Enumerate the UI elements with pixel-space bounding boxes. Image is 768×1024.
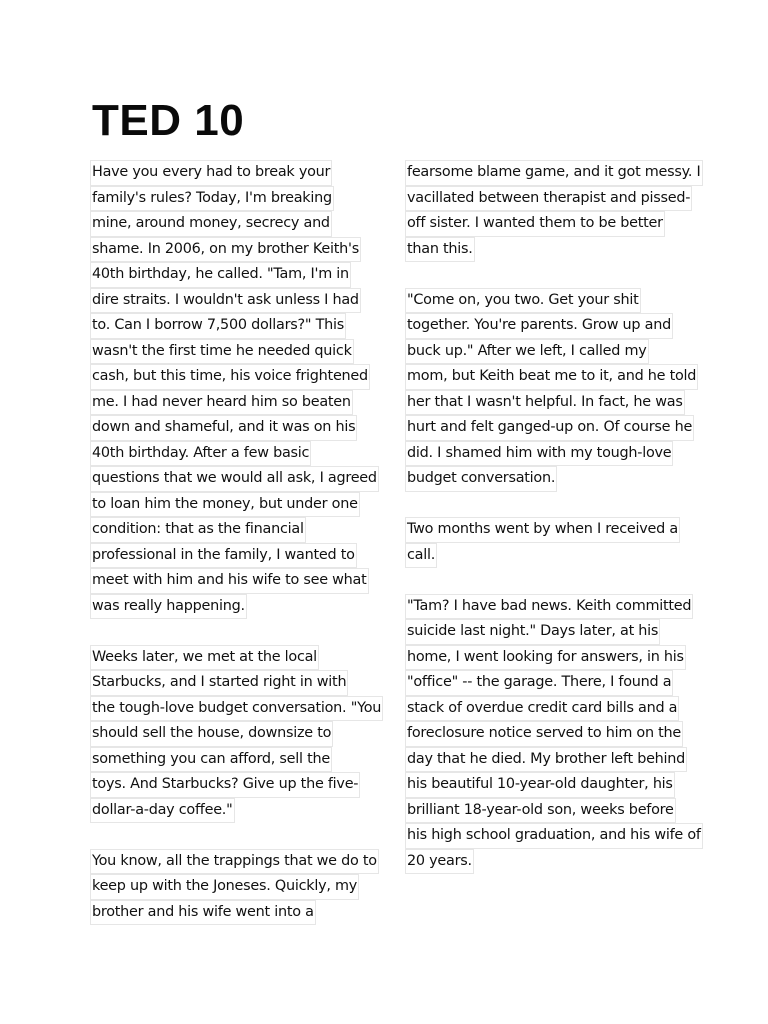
text-line	[405, 466, 680, 492]
text-line	[90, 772, 360, 798]
text-line-content: fearsome blame game, and it got messy. I	[405, 160, 703, 186]
text-line-content: vacillated between therapist and pissed-	[405, 186, 692, 212]
text-line	[90, 492, 360, 518]
text-line-content: stack of overdue credit card bills and a	[405, 696, 679, 722]
text-line-content: Starbucks, and I started right in with	[90, 670, 348, 696]
text-line-content: did. I shamed him with my tough-love	[405, 441, 673, 467]
text-line	[90, 160, 360, 186]
text-line	[405, 441, 680, 467]
text-line	[405, 594, 692, 620]
text-line	[90, 798, 360, 824]
text-line-content: foreclosure notice served to him on the	[405, 721, 683, 747]
text-line-content: mom, but Keith beat me to it, and he told	[405, 364, 698, 390]
page-title: TED 10	[92, 96, 245, 145]
text-line-content: questions that we would all ask, I agreed	[90, 466, 379, 492]
text-line-content: call.	[405, 543, 437, 569]
paragraph-gap	[90, 619, 360, 645]
text-line-content: family's rules? Today, I'm breaking	[90, 186, 334, 212]
text-line-content: 40th birthday, he called. "Tam, I'm in	[90, 262, 351, 288]
text-line	[90, 211, 360, 237]
text-line-content: meet with him and his wife to see what	[90, 568, 369, 594]
text-line-content: toys. And Starbucks? Give up the five-	[90, 772, 360, 798]
text-line	[90, 849, 377, 875]
text-line-content: his beautiful 10-year-old daughter, his	[405, 772, 675, 798]
text-line-content: should sell the house, downsize to	[90, 721, 333, 747]
text-line	[405, 364, 697, 390]
text-line	[90, 441, 360, 467]
text-line	[90, 466, 377, 492]
text-line	[405, 670, 680, 696]
text-line-content: professional in the family, I wanted to	[90, 543, 357, 569]
text-line	[90, 186, 360, 212]
paragraph-gap	[405, 262, 680, 288]
text-line-content: hurt and felt ganged-up on. Of course he	[405, 415, 694, 441]
text-line	[405, 619, 680, 645]
text-line	[405, 696, 680, 722]
text-line-content: home, I went looking for answers, in his	[405, 645, 686, 671]
text-line	[90, 237, 360, 263]
text-line	[405, 237, 680, 263]
text-line	[405, 823, 701, 849]
text-line-content: condition: that as the financial	[90, 517, 306, 543]
text-line	[90, 415, 360, 441]
text-line-content: "office" -- the garage. There, I found a	[405, 670, 673, 696]
text-line	[90, 288, 360, 314]
text-line	[405, 517, 680, 543]
text-line	[90, 645, 360, 671]
text-line	[90, 339, 360, 365]
text-line	[405, 721, 680, 747]
text-line-content: 40th birthday. After a few basic	[90, 441, 311, 467]
text-line	[405, 313, 680, 339]
text-line-content: together. You're parents. Grow up and	[405, 313, 673, 339]
text-line-content: down and shameful, and it was on his	[90, 415, 357, 441]
text-line	[90, 670, 360, 696]
left-text-column	[90, 160, 382, 925]
paragraph-gap	[405, 568, 680, 594]
text-line	[405, 211, 680, 237]
text-line-content: the tough-love budget conversation. "You	[90, 696, 383, 722]
text-line	[90, 568, 367, 594]
text-line-content: was really happening.	[90, 594, 247, 620]
text-line-content: shame. In 2006, on my brother Keith's	[90, 237, 361, 263]
text-line-content: You know, all the trappings that we do to	[90, 849, 379, 875]
text-line-content: than this.	[405, 237, 475, 263]
text-line	[90, 594, 360, 620]
text-line-content: to. Can I borrow 7,500 dollars?" This	[90, 313, 346, 339]
text-line	[90, 696, 382, 722]
text-line-content: Have you every had to break your	[90, 160, 332, 186]
text-line	[90, 721, 360, 747]
text-line	[90, 313, 360, 339]
text-line	[405, 390, 683, 416]
text-line-content: "Tam? I have bad news. Keith committed	[405, 594, 693, 620]
text-line-content: budget conversation.	[405, 466, 557, 492]
text-line-content: his high school graduation, and his wife of	[405, 823, 703, 849]
text-line	[405, 288, 680, 314]
text-line-content: dollar-a-day coffee."	[90, 798, 235, 824]
text-line-content: brother and his wife went into a	[90, 900, 316, 926]
text-line-content: Weeks later, we met at the local	[90, 645, 319, 671]
text-line-content: off sister. I wanted them to be better	[405, 211, 665, 237]
text-line	[405, 747, 686, 773]
text-line	[405, 339, 680, 365]
text-line	[405, 415, 693, 441]
text-line-content: wasn't the first time he needed quick	[90, 339, 354, 365]
text-line	[90, 517, 360, 543]
paragraph-gap	[405, 492, 680, 518]
text-line-content: keep up with the Joneses. Quickly, my	[90, 874, 359, 900]
text-line	[90, 543, 360, 569]
right-text-column	[405, 160, 701, 874]
text-line	[90, 747, 360, 773]
text-line-content: suicide last night." Days later, at his	[405, 619, 660, 645]
paragraph-gap	[90, 823, 360, 849]
text-line	[405, 160, 701, 186]
text-line-content: mine, around money, secrecy and	[90, 211, 332, 237]
text-line	[405, 798, 680, 824]
text-line-content: buck up." After we left, I called my	[405, 339, 649, 365]
text-line	[90, 874, 360, 900]
text-line	[90, 390, 360, 416]
text-line	[405, 772, 680, 798]
text-line-content: 20 years.	[405, 849, 474, 875]
text-line-content: day that he died. My brother left behind	[405, 747, 687, 773]
text-line-content: her that I wasn't helpful. In fact, he was	[405, 390, 685, 416]
text-line	[405, 186, 691, 212]
text-line-content: "Come on, you two. Get your shit	[405, 288, 641, 314]
text-line	[405, 849, 680, 875]
text-line	[405, 543, 680, 569]
text-line	[90, 364, 368, 390]
text-line-content: to loan him the money, but under one	[90, 492, 360, 518]
text-line-content: me. I had never heard him so beaten	[90, 390, 353, 416]
text-line-content: brilliant 18-year-old son, weeks before	[405, 798, 676, 824]
text-line	[90, 262, 360, 288]
text-line	[405, 645, 684, 671]
text-line-content: something you can afford, sell the	[90, 747, 332, 773]
text-line-content: cash, but this time, his voice frightened	[90, 364, 370, 390]
text-line-content: Two months went by when I received a	[405, 517, 680, 543]
text-line	[90, 900, 360, 926]
text-line-content: dire straits. I wouldn't ask unless I had	[90, 288, 361, 314]
